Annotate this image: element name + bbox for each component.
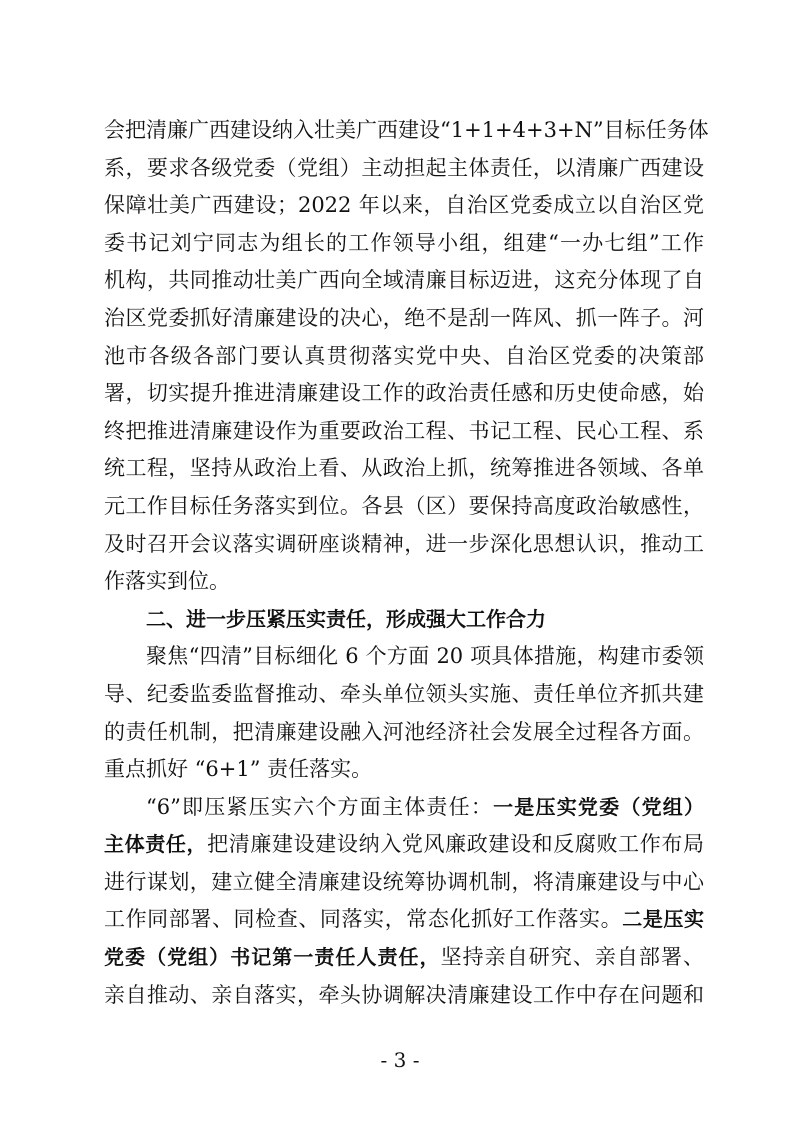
text-line: 作落实到位。 [104, 569, 230, 594]
text-line: 的责任机制，把清廉建设融入河池经济社会发展全过程各方面。 [104, 719, 704, 744]
text-line: 委书记刘宁同志为组长的工作领导小组，组建“一办七组”工作 [104, 230, 704, 255]
page-number: - 3 - [380, 1048, 420, 1072]
text-normal: 工作同部署、同检查、同落实，常态化抓好工作落实。 [104, 907, 623, 932]
text-line [104, 826, 704, 864]
text-line: 机构，共同推动壮美广西向全域清廉目标迈进，这充分体现了自 [104, 268, 704, 293]
text-line [104, 939, 704, 977]
text-emphasis: 二是压实 [622, 907, 705, 932]
section-heading: 二、进一步压紧压实责任，形成强大工作合力 [146, 606, 546, 631]
text-line: 保障壮美广西建设；2022 年以来，自治区党委成立以自治区党 [104, 193, 704, 218]
text-normal: “6”即压紧压实六个方面主体责任： [146, 794, 494, 819]
text-line: 统工程，坚持从政治上看、从政治上抓，统筹推进各领域、各单 [104, 456, 704, 481]
text-normal: 把清廉建设建设纳入党风廉政建设和反腐败工作布局 [207, 832, 705, 857]
text-line: 及时召开会议落实调研座谈精神，进一步深化思想认识，推动工 [104, 531, 704, 556]
text-line: 元工作目标任务落实到位。各县（区）要保持高度政治敏感性， [104, 493, 704, 518]
text-line: 终把推进清廉建设作为重要政治工程、书记工程、民心工程、系 [104, 418, 704, 443]
text-line: 导、纪委监委监督推动、牵头单位领头实施、责任单位齐抓共建 [104, 681, 704, 706]
text-line: 亲自推动、亲自落实，牵头协调解决清廉建设工作中存在问题和 [104, 982, 704, 1007]
text-line: 治区党委抓好清廉建设的决心，绝不是刮一阵风、抓一阵子。河 [104, 305, 704, 330]
text-line [104, 901, 704, 939]
paragraph-2 [104, 638, 704, 788]
text-emphasis: 一是压实党委（党组） [493, 794, 704, 819]
text-line: 署，切实提升推进清廉建设工作的政治责任感和历史使命感，始 [104, 381, 704, 406]
text-line: 会把清廉广西建设纳入壮美广西建设“1+1+4+3+N”目标任务体 [104, 118, 709, 142]
text-line: 池市各级各部门要认真贯彻落实党中央、自治区党委的决策部 [104, 343, 704, 368]
text-emphasis: 主体责任， [104, 832, 208, 857]
text-line: 系，要求各级党委（党组）主动担起主体责任，以清廉广西建设 [104, 155, 704, 180]
paragraph-1 [104, 112, 709, 601]
text-line [104, 789, 704, 827]
paragraph-3 [104, 789, 704, 1015]
text-emphasis: 党委（党组）书记第一责任人责任， [104, 945, 441, 970]
text-line: 进行谋划，建立健全清廉建设统筹协调机制，将清廉建设与中心 [104, 869, 704, 894]
document-page [104, 112, 709, 1014]
text-normal: 坚持亲自研究、亲自部署、 [440, 945, 705, 970]
text-line: 聚焦“四清”目标细化 6 个方面 20 项具体措施，构建市委领 [146, 644, 704, 669]
text-line: 重点抓好 “6+1” 责任落实。 [104, 757, 373, 782]
